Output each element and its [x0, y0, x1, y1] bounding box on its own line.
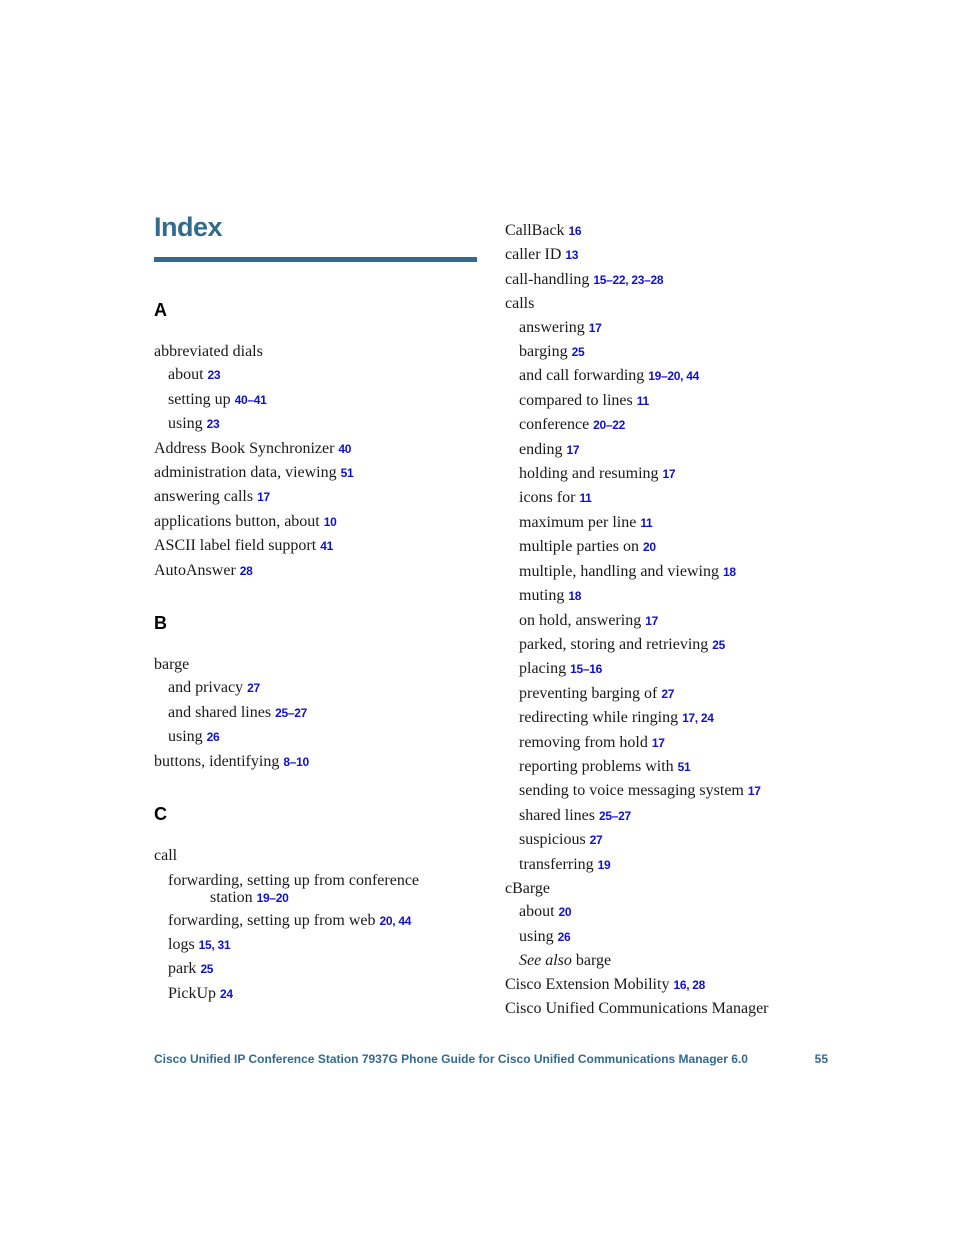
index-entry	[505, 609, 835, 633]
index-entry	[154, 868, 484, 909]
page-title: Index	[154, 212, 223, 242]
entry-term: and shared lines	[168, 703, 272, 721]
index-entry	[154, 559, 484, 583]
entry-term: barging	[519, 343, 568, 361]
entry-term: and call forwarding	[519, 367, 645, 385]
entry-term: multiple parties on	[519, 538, 639, 556]
page-link[interactable]: 25–27	[275, 705, 307, 720]
page-link[interactable]: 19–20	[256, 890, 289, 905]
entry-term: removing from hold	[519, 733, 648, 751]
entry-term: forwarding, setting up from web	[168, 911, 376, 929]
index-entry	[505, 535, 835, 559]
entry-term: reporting problems with	[519, 757, 674, 775]
entry-term: Cisco Extension Mobility	[505, 975, 670, 993]
index-entry	[154, 340, 484, 363]
index-entry	[154, 510, 484, 534]
page-link[interactable]: 15–22, 23–28	[593, 272, 664, 287]
entry-term: abbreviated dials	[154, 343, 263, 360]
page-link[interactable]: 16, 28	[673, 977, 706, 992]
page-link[interactable]: 51	[340, 466, 354, 481]
index-entry	[505, 900, 835, 924]
page-link[interactable]: 25	[712, 637, 726, 652]
index-entry	[505, 364, 835, 388]
title-rule	[154, 257, 477, 262]
page-link[interactable]: 19–20, 44	[648, 369, 699, 384]
page-link[interactable]: 17	[588, 320, 602, 335]
see-also-label: See also	[519, 952, 572, 970]
entry-term: transferring	[519, 855, 594, 873]
entry-term: parked, storing and retrieving	[519, 635, 709, 653]
entry-term: conference	[519, 416, 590, 434]
entry-term: calls	[505, 295, 535, 313]
page-link[interactable]: 25	[571, 345, 585, 360]
index-entry	[154, 485, 484, 509]
page-link[interactable]: 51	[677, 759, 691, 774]
page-link[interactable]: 23	[207, 368, 221, 383]
index-entry	[154, 750, 484, 774]
index-entry	[505, 853, 835, 877]
page-link[interactable]: 17	[566, 442, 580, 457]
section-letter: C	[154, 804, 167, 825]
index-entry	[505, 779, 835, 803]
page-link[interactable]: 18	[568, 589, 582, 604]
index-entry	[505, 243, 835, 267]
index-entry	[505, 706, 835, 730]
page-link[interactable]: 19	[597, 857, 611, 872]
page-link[interactable]: 26	[557, 929, 571, 944]
page-link[interactable]: 10	[323, 514, 337, 529]
index-entry	[154, 676, 484, 700]
index-entry	[505, 682, 835, 706]
page-link[interactable]: 27	[661, 686, 675, 701]
entry-term: call-handling	[505, 270, 590, 288]
entry-term: about	[168, 366, 204, 384]
index-entry	[505, 804, 835, 828]
entry-term: muting	[519, 587, 565, 605]
index-entry	[505, 925, 835, 949]
index-entry	[505, 755, 835, 779]
page-link[interactable]: 17	[257, 490, 270, 505]
entry-term: cBarge	[505, 879, 551, 897]
entry-term: barge	[154, 656, 190, 674]
entry-term: caller ID	[505, 246, 562, 264]
page-link[interactable]: 28	[239, 563, 253, 578]
index-entry	[505, 511, 835, 535]
section-letter: A	[154, 300, 167, 320]
page-link[interactable]: 41	[320, 539, 333, 554]
entry-term: and privacy	[168, 679, 244, 697]
page-link[interactable]: 40–41	[234, 392, 267, 407]
index-entry	[505, 633, 835, 657]
page-link[interactable]: 27	[247, 681, 260, 696]
index-entry	[154, 933, 484, 957]
page-link[interactable]: 17	[651, 735, 665, 750]
entry-term: Address Book Synchronizer	[154, 439, 335, 457]
entry-term: setting up	[168, 390, 231, 408]
index-entry	[505, 316, 835, 340]
index-entry	[154, 363, 484, 387]
page-link[interactable]: 23	[206, 417, 220, 432]
entry-term: CallBack	[505, 222, 565, 239]
index-entry	[505, 877, 835, 900]
index-entry	[505, 584, 835, 608]
index-entry	[505, 657, 835, 681]
page-link[interactable]: 26	[206, 730, 220, 745]
page-link[interactable]: 18	[722, 564, 736, 579]
page-link[interactable]: 17	[747, 784, 761, 799]
page-link[interactable]: 11	[579, 491, 592, 506]
page-link[interactable]: 40	[338, 441, 352, 456]
page-footer	[154, 1052, 828, 1066]
index-entry	[154, 957, 484, 981]
entry-term: redirecting while ringing	[519, 709, 679, 727]
index-entry	[154, 412, 484, 436]
entry-term: on hold, answering	[519, 611, 642, 629]
entry-term: call	[154, 847, 178, 865]
page-link[interactable]: 17	[645, 613, 658, 628]
index-entry	[505, 828, 835, 852]
index-entry	[505, 731, 835, 755]
entry-term: about	[519, 903, 555, 921]
page-link[interactable]: 17	[662, 467, 676, 482]
index-entry	[505, 292, 835, 315]
entry-term: ending	[519, 440, 563, 458]
index-left-column	[154, 300, 484, 1006]
entry-term: icons for	[519, 489, 576, 507]
entry-term: preventing barging of	[519, 684, 658, 702]
entry-term: placing	[519, 660, 567, 678]
index-entry	[154, 437, 484, 461]
page-link[interactable]: 16	[568, 224, 582, 238]
index-entry	[505, 462, 835, 486]
page-link[interactable]: 15, 31	[198, 937, 231, 952]
page-link[interactable]: 25–27	[598, 808, 631, 823]
index-entry	[505, 340, 835, 364]
entry-term: multiple, handling and viewing	[519, 562, 719, 580]
index-entry	[505, 949, 835, 972]
index-entry	[154, 534, 484, 558]
entry-term: using	[168, 415, 203, 433]
index-entry	[154, 701, 484, 725]
page-link[interactable]: 13	[565, 248, 579, 263]
page-link[interactable]: 17, 24	[682, 711, 714, 726]
entry-term: using	[168, 728, 203, 746]
index-entry	[154, 461, 484, 485]
entry-term: answering	[519, 318, 585, 336]
page-link[interactable]: 27	[589, 833, 603, 848]
index-entry	[154, 725, 484, 749]
entry-term: park	[168, 960, 197, 978]
page-link[interactable]: 11	[640, 515, 653, 530]
page-link[interactable]: 24	[220, 986, 233, 1001]
page-link[interactable]: 15–16	[570, 662, 602, 677]
footer-doc-title: Cisco Unified IP Conference Station 7937G Phone Guide for Cisco Unified Communications Manager 6.0	[154, 1052, 748, 1066]
index-entry	[505, 997, 835, 1020]
page-link[interactable]: 20–22	[593, 418, 626, 433]
index-entry	[154, 388, 484, 412]
page-link[interactable]: 20, 44	[379, 913, 412, 928]
index-entry	[505, 219, 835, 243]
entry-term: answering calls	[154, 488, 254, 506]
index-entry	[154, 982, 484, 1006]
entry-term: Cisco Unified Communications Manager	[505, 1000, 769, 1017]
entry-term-continued: station 19–20	[210, 888, 289, 906]
index-entry	[505, 413, 835, 437]
page-link[interactable]: 8–10	[283, 754, 309, 769]
index-entry	[505, 560, 835, 584]
entry-term: AutoAnswer	[154, 561, 236, 579]
entry-term: forwarding, setting up from conference	[168, 871, 420, 889]
page-link[interactable]: 20	[558, 905, 572, 920]
page-link[interactable]: 25	[200, 962, 214, 977]
entry-term: ASCII label field support	[154, 537, 317, 555]
index-entry	[505, 268, 835, 292]
index-entry	[154, 653, 484, 676]
section-letter: B	[154, 613, 167, 634]
entry-term: suspicious	[519, 831, 586, 849]
index-entry	[505, 973, 835, 997]
entry-term: PickUp	[168, 984, 216, 1002]
footer-page-number: 55	[814, 1052, 828, 1066]
page-link[interactable]: 20	[642, 540, 656, 555]
page-link[interactable]: 11	[636, 393, 649, 408]
entry-term: barge	[575, 952, 612, 970]
index-entry	[154, 909, 484, 933]
index-right-column	[505, 219, 835, 1020]
index-entry	[154, 844, 484, 867]
entry-term: sending to voice messaging system	[519, 782, 744, 800]
index-entry	[505, 438, 835, 462]
index-entry	[505, 486, 835, 510]
entry-term: compared to lines	[519, 391, 633, 409]
entry-term: applications button, about	[154, 512, 320, 530]
entry-term: using	[519, 927, 554, 945]
entry-term: shared lines	[519, 806, 595, 824]
entry-term: logs	[168, 935, 195, 953]
entry-term: maximum per line	[519, 513, 637, 531]
entry-term: holding and resuming	[519, 465, 659, 483]
entry-term: buttons, identifying	[154, 752, 280, 770]
entry-term: administration data, viewing	[154, 464, 337, 482]
index-entry	[505, 389, 835, 413]
